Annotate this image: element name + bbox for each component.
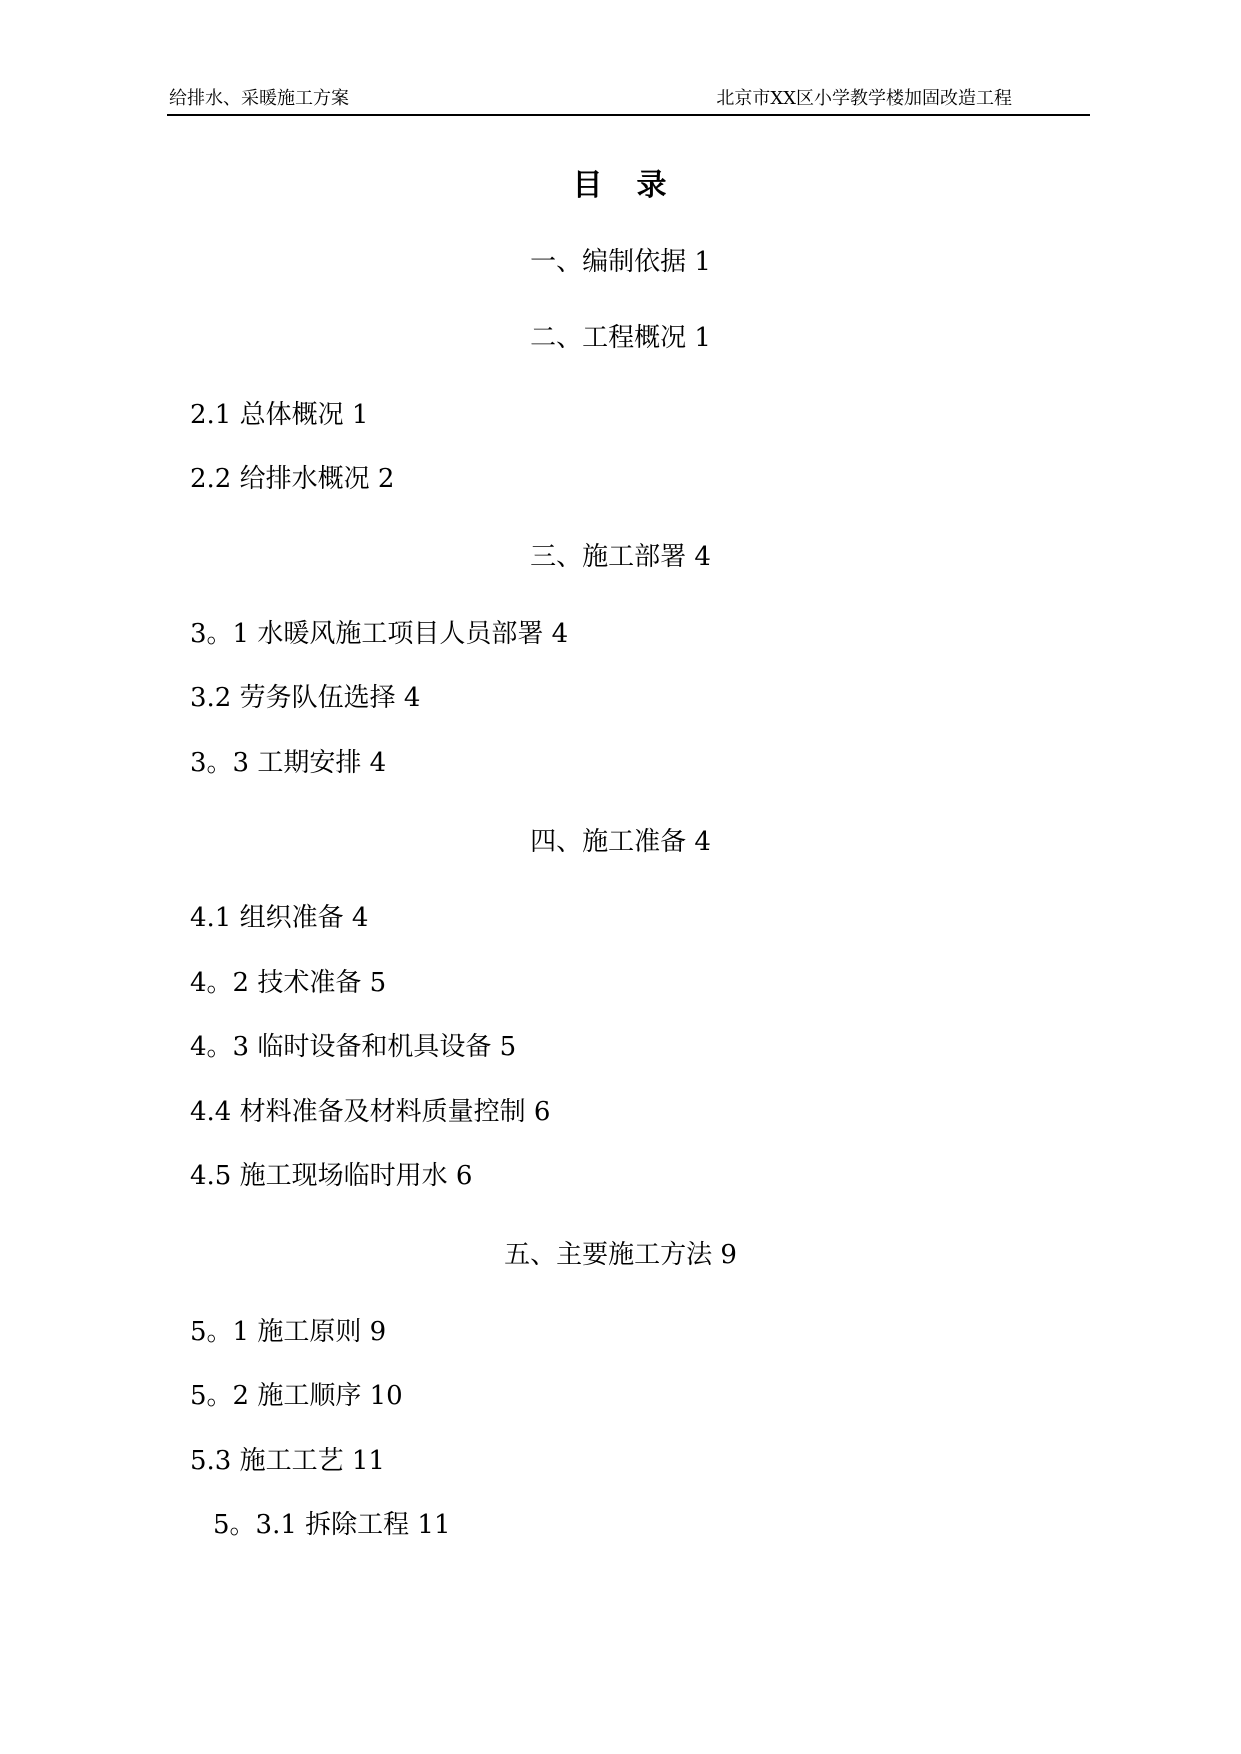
toc-entry-section[interactable]: 3。3 工期安排 4 [190, 748, 387, 778]
toc-entry-section[interactable]: 4。2 技术准备 5 [190, 968, 387, 998]
toc-title: 目 录 [572, 168, 669, 203]
toc-entry-section[interactable]: 5.3 施工工艺 11 [190, 1446, 385, 1476]
toc-entry-chapter[interactable]: 二、工程概况 1 [530, 323, 711, 353]
header-project-name: 北京市XX区小学教学楼加固改造工程 [716, 88, 1012, 109]
toc-entry-chapter[interactable]: 五、主要施工方法 9 [504, 1240, 737, 1270]
toc-entry-section[interactable]: 4。3 临时设备和机具设备 5 [190, 1032, 517, 1062]
toc-entry-section[interactable]: 5。2 施工顺序 10 [190, 1381, 403, 1411]
header-document-title: 给排水、采暖施工方案 [169, 88, 349, 109]
toc-entry-section[interactable]: 2.2 给排水概况 2 [190, 464, 395, 494]
toc-entry-chapter[interactable]: 一、编制依据 1 [530, 247, 711, 277]
page-header [167, 86, 1090, 116]
toc-entry-section[interactable]: 3。1 水暖风施工项目人员部署 4 [190, 619, 569, 649]
toc-entry-section[interactable]: 4.1 组织准备 4 [190, 903, 369, 933]
toc-entry-section[interactable]: 3.2 劳务队伍选择 4 [190, 683, 421, 713]
toc-entry-chapter[interactable]: 四、施工准备 4 [530, 827, 711, 857]
toc-entry-section[interactable]: 5。1 施工原则 9 [190, 1317, 387, 1347]
toc-entry-section[interactable]: 4.4 材料准备及材料质量控制 6 [190, 1097, 551, 1127]
toc-entry-subsection[interactable]: 5。3.1 拆除工程 11 [213, 1510, 451, 1540]
toc-entry-section[interactable]: 4.5 施工现场临时用水 6 [190, 1161, 473, 1191]
toc-entry-chapter[interactable]: 三、施工部署 4 [530, 542, 711, 572]
toc-entry-section[interactable]: 2.1 总体概况 1 [190, 400, 369, 430]
